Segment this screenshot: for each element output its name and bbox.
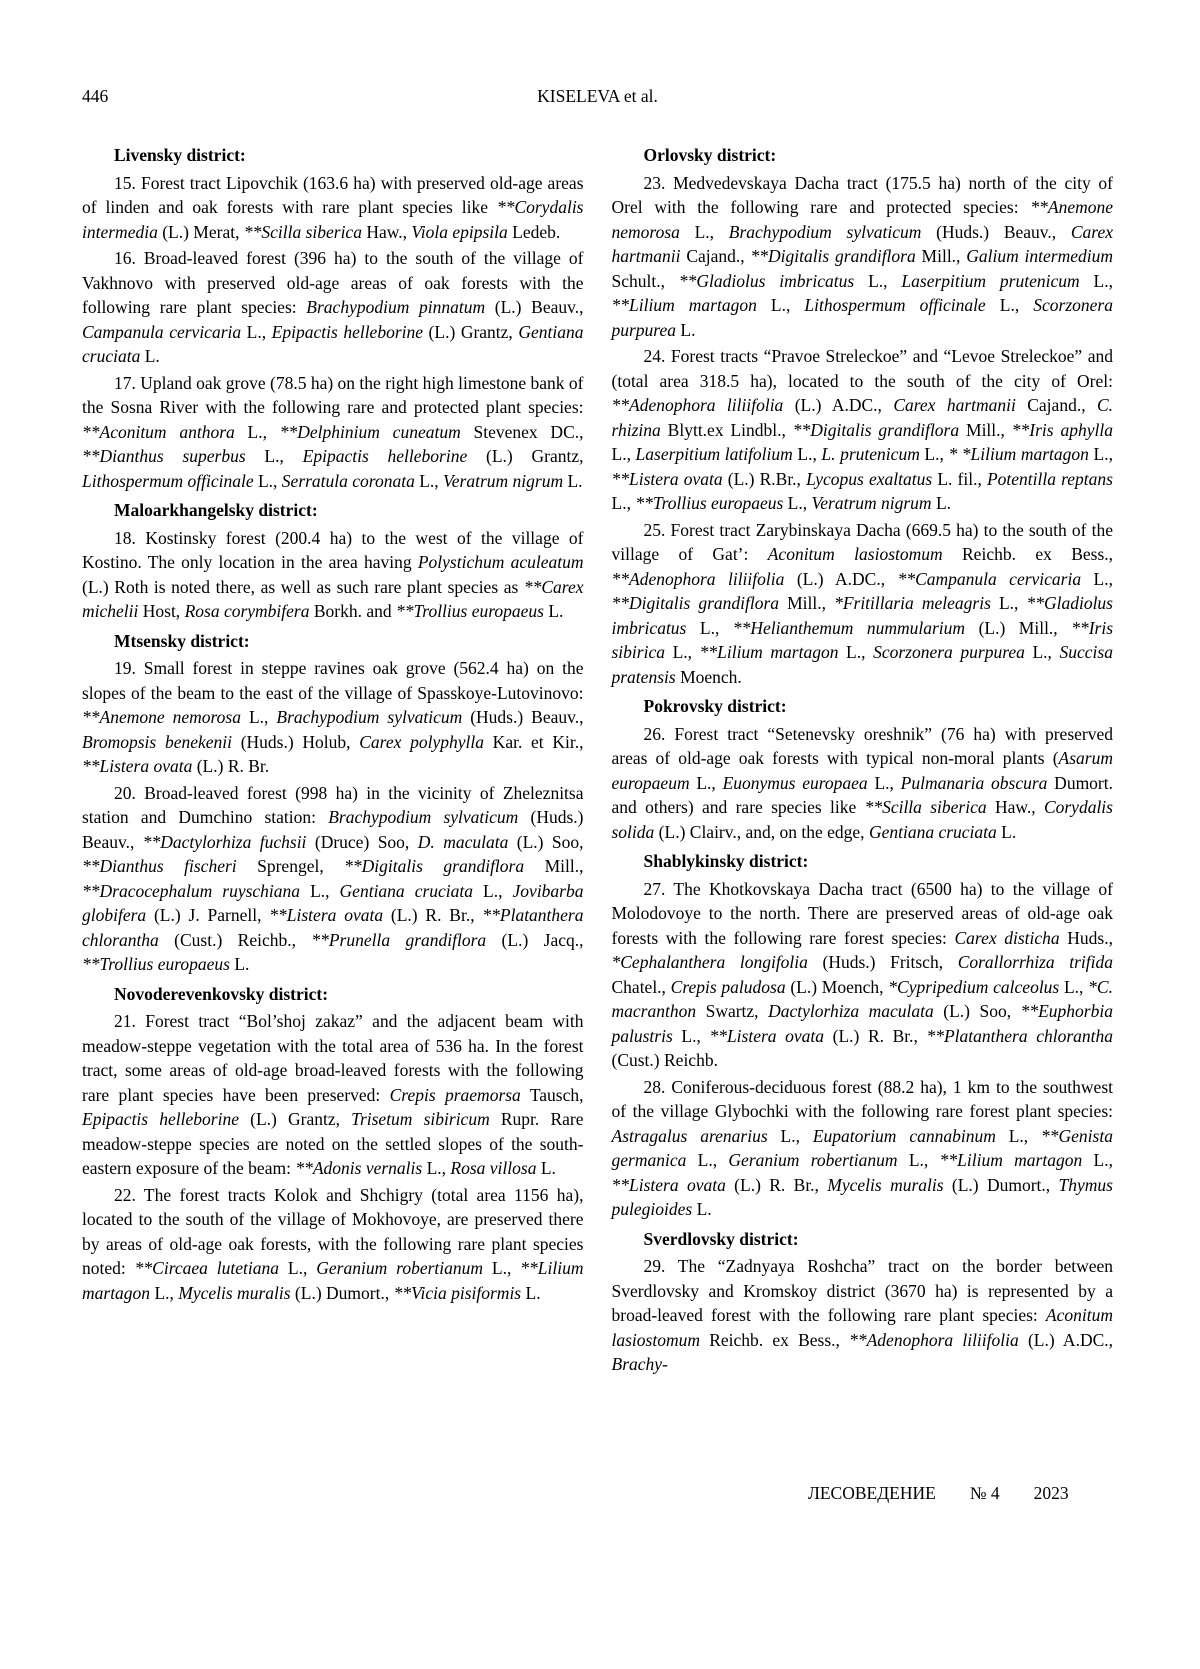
species-italic: Carex polyphylla [359, 731, 484, 752]
text-run: L., [253, 470, 282, 491]
species-italic: **Gladiolus imbricatus [611, 593, 1113, 638]
text-run: 21. Forest tract “Bol’shoj zakaz” and the adjacent beam with meadow-steppe vegetation with the total area of 536 ha. In the forest tract, some areas of old-age broad-leaved forests with the following rare plant species have been preserved: [82, 1011, 584, 1105]
text-run: L., [756, 295, 805, 315]
text-run: L., [1059, 976, 1089, 997]
text-run: (Huds.) Beauv., [82, 807, 584, 852]
species-italic: **Adenophora liliifolia [849, 1329, 1019, 1350]
species-italic: Veratrum nigrum [443, 470, 564, 491]
species-italic: **Lilium martagon [82, 1258, 584, 1303]
paragraph [82, 371, 584, 494]
text-run: L., [1082, 1150, 1113, 1170]
text-run: 27. The Khotkovskaya Dacha tract (6500 ha) to the village of Molodovoye to the north. There are preserved areas of old-age oak forests with the following rare forest species: [611, 878, 1113, 948]
species-italic: **Iris aphylla [1011, 419, 1113, 440]
species-italic: Asarum europaeum [611, 748, 1113, 793]
text-run: (L.) Moench, [785, 976, 889, 997]
text-run: L. [543, 601, 564, 621]
species-italic: **Delphinium cuneatum [279, 421, 461, 442]
text-run: L., [611, 444, 636, 464]
text-run: Swartz, [696, 1001, 769, 1021]
text-run: Chatel., [611, 976, 671, 997]
species-italic: Epipactis helleborine [302, 446, 468, 466]
paragraph [612, 1254, 1114, 1377]
text-run: Rupr. Rare meadow-steppe species are noted on the settled slopes of the south-eastern exposure of the beam: [82, 1109, 584, 1178]
text-run: (L.) Dumort., [290, 1282, 394, 1303]
text-run: Mill., [959, 419, 1012, 440]
page-number: 446 [82, 86, 109, 106]
species-italic: Geranium robertianum [728, 1150, 898, 1170]
text-run: (L.) Dumort., [943, 1174, 1059, 1195]
species-italic: Corydalis solida [611, 797, 1113, 842]
species-italic: **Adenophora liliifolia [611, 395, 784, 415]
text-run: L., [414, 470, 444, 491]
text-run: L. fil., [932, 468, 987, 489]
text-run: Ledeb. [507, 221, 561, 242]
species-italic: **Listera ovata [709, 1025, 825, 1046]
species-italic: * *Lilium martagon [948, 444, 1089, 464]
left-column [82, 138, 584, 1379]
species-italic: **Dracocephalum ruyschiana [82, 880, 301, 901]
species-italic: Lithospermum officinale [82, 470, 254, 491]
species-italic: **Platanthera chlorantha [82, 905, 584, 950]
species-italic: Crepis paludosa [670, 976, 786, 997]
text-run: Reichb. ex Bess., [942, 544, 1113, 564]
right-column [612, 138, 1114, 1379]
journal-name: ЛЕСОВЕДЕНИЕ [808, 1483, 936, 1503]
text-run: (L.) Soo, [933, 1001, 1021, 1021]
text-run: 15. Forest tract Lipovchik (163.6 ha) with preserved old-age areas of linden and oak forests with rare plant species like [82, 172, 584, 217]
text-run: Haw., [986, 797, 1044, 817]
paragraph [612, 344, 1114, 516]
text-run: (L.) A.DC., [784, 568, 898, 589]
paragraph [82, 171, 584, 245]
species-italic: Pulmanaria obscura [900, 772, 1048, 793]
paragraph [612, 877, 1114, 1073]
paragraph [612, 722, 1114, 845]
species-italic: Mycelis muralis [827, 1174, 944, 1195]
text-run: (L.) Clairv., and, on the edge, [654, 821, 869, 842]
text-run: (Cust.) Reichb. [611, 1050, 718, 1070]
species-italic: Corallorrhiza trifida [957, 952, 1113, 972]
text-run: (Cust.) Reichb., [158, 929, 312, 950]
text-run: (L.) Jacq., [486, 929, 584, 950]
text-run: L., [664, 642, 700, 662]
text-run: 20. Broad-leaved forest (998 ha) in the vicinity of Zheleznitsa station and Dumchino station: [82, 782, 584, 827]
text-run: L., [422, 1158, 451, 1178]
text-run: L., [686, 1150, 729, 1170]
text-run: (L.) Merat, [157, 221, 244, 242]
species-italic: **Helianthemum nummularium [732, 617, 966, 638]
text-run: L., [473, 880, 513, 901]
text-run: L., [611, 493, 636, 513]
species-italic: **Scilla siberica [864, 797, 987, 817]
text-run: L., [245, 446, 303, 466]
text-run: (L.) Soo, [508, 831, 584, 852]
text-run: (L.) R. Br. [192, 756, 270, 776]
text-run: (L.) Grantz, [467, 446, 584, 466]
species-italic: **Listera ovata [611, 1174, 726, 1195]
text-run: (L.) Grantz, [423, 321, 519, 342]
text-run: L. [536, 1158, 556, 1178]
text-run: (L.) R.Br., [722, 468, 807, 489]
text-run: L., [867, 772, 901, 793]
species-italic: **Listera ovata [269, 905, 384, 925]
species-italic: Geranium robertianum [316, 1258, 484, 1278]
species-italic: Thymus pulegioides [611, 1174, 1113, 1219]
species-italic: **Trollius europaeus [635, 493, 784, 513]
paragraph [82, 1183, 584, 1306]
species-italic: Crepis praemorsa [389, 1084, 521, 1105]
text-run: (L.) A.DC., [783, 395, 894, 415]
species-italic: Laserpitium latifolium [635, 444, 793, 464]
species-italic: **Vicia pisiformis [393, 1282, 522, 1303]
species-italic: Viola epipsila [411, 221, 508, 242]
text-run: (L.) J. Parnell, [146, 905, 270, 925]
species-italic: Rosa villosa [450, 1158, 537, 1178]
text-run: L., [783, 493, 812, 513]
species-italic: Rosa corymbifera [184, 601, 310, 621]
text-run: L., [686, 617, 733, 638]
species-italic: *Cypripedium calceolus [888, 976, 1060, 997]
text-run: 24. Forest tracts “Pravoe Streleckoe” and “Levoe Streleckoe” and (total area 318.5 ha), located to the south of the city of Orel: [611, 346, 1113, 391]
species-italic: Gentiana cruciata [868, 821, 997, 842]
species-italic: Galium intermedium [966, 246, 1113, 266]
paragraph [612, 171, 1114, 343]
district-heading: Livensky district: [114, 145, 246, 165]
text-run: L., [150, 1282, 179, 1303]
text-run: (L.) R. Br., [824, 1025, 927, 1046]
text-run: 28. Coniferous-deciduous forest (88.2 ha), 1 km to the southwest of the village Glybochki with the following rare forest plant species: [611, 1076, 1113, 1121]
species-italic: **Aconitum anthora [82, 421, 235, 442]
paragraph [82, 1009, 584, 1181]
text-run: Dumort. and others) and rare species like [611, 772, 1113, 817]
species-italic: **Genista germanica [611, 1125, 1113, 1170]
text-run: Stevenex DC., [460, 421, 584, 442]
species-italic: Gentiana cruciata [339, 880, 474, 901]
journal-footer [808, 1482, 1069, 1504]
text-run: (L.) Roth is noted there, as well as such rare plant species as [82, 576, 524, 597]
text-run: L., [919, 444, 949, 464]
paragraph [82, 781, 584, 977]
text-run: L. [996, 821, 1017, 842]
species-italic: Aconitum lasiostomum [611, 1305, 1113, 1350]
species-italic: Veratrum nigrum [811, 493, 932, 513]
text-run: 18. Kostinsky forest (200.4 ha) to the west of the village of Kostino. The only location in the area having [82, 527, 584, 572]
species-italic: Gentiana cruciata [82, 321, 584, 366]
text-run: Moench. [675, 666, 742, 687]
text-run: L., [240, 707, 277, 727]
species-italic: Lithospermum officinale [804, 295, 986, 315]
species-italic: Polystichum aculeatum [417, 552, 584, 572]
text-run: Huds., [1059, 927, 1113, 948]
text-run: L., [767, 1125, 813, 1146]
text-run: L. [676, 319, 696, 340]
species-italic: Astragalus arenarius [611, 1125, 768, 1146]
text-run: L., [1024, 642, 1060, 662]
text-run: L., [689, 772, 723, 793]
species-italic: Epipactis helleborine [271, 321, 424, 342]
species-italic: **Circaea lutetiana [134, 1258, 280, 1278]
species-italic: **Iris sibirica [611, 617, 1113, 662]
text-run: 23. Medvedevskaya Dacha tract (175.5 ha) north of the city of Orel with the following rare and protected species: [611, 172, 1113, 217]
text-run: (L.) Grantz, [238, 1109, 352, 1129]
text-run: (Huds.) Fritsch, [807, 952, 958, 972]
journal-issue: № 4 [969, 1483, 1000, 1503]
species-italic: **Adonis vernalis [295, 1158, 423, 1178]
species-italic: **Digitalis grandiflora [611, 593, 780, 613]
species-italic: **Corydalis intermedia [82, 197, 584, 242]
text-run: (Druce) Soo, [306, 831, 418, 852]
text-run: L., [854, 270, 902, 291]
species-italic: **Campanula cervicaria [897, 568, 1082, 589]
species-italic: **Lilium martagon [699, 642, 839, 662]
text-run: Mill., [779, 593, 835, 613]
species-italic: **Euphorbia palustris [611, 1001, 1113, 1046]
species-italic: *Fritillaria meleagris [834, 593, 991, 613]
species-italic: Epipactis helleborine [82, 1109, 239, 1129]
two-column-body [82, 138, 1113, 1379]
text-run: L. [229, 954, 250, 974]
species-italic: D. maculata [417, 831, 509, 852]
text-run: L., [1081, 568, 1113, 589]
species-italic: *C. macranthon [611, 976, 1113, 1021]
paragraph [82, 246, 584, 369]
text-run: Reichb. ex Bess., [699, 1329, 850, 1350]
text-run: L., [672, 1025, 710, 1046]
text-run: L. [140, 346, 160, 366]
text-run: Cajand., [680, 246, 751, 266]
text-run: Tausch, [520, 1084, 584, 1105]
species-italic: Laserpitium prutenicum [901, 270, 1080, 291]
text-run: L., [985, 295, 1034, 315]
species-italic: **Listera ovata [611, 468, 723, 489]
species-italic: **Digitalis grandiflora [792, 419, 960, 440]
species-italic: **Prunella grandiflora [311, 929, 487, 950]
text-run: (Huds.) Beauv., [462, 707, 584, 727]
text-run: L., [995, 1125, 1042, 1146]
text-run: L., [279, 1258, 317, 1278]
text-run: (L.) Mill., [965, 617, 1072, 638]
text-run: 19. Small forest in steppe ravines oak grove (562.4 ha) on the slopes of the beam to the east of the village of Spasskoye-Lutovinovo: [82, 658, 584, 703]
district-heading: Shablykinsky district: [643, 851, 809, 871]
text-run: Blytt.ex Lindbl., [660, 419, 793, 440]
text-run: L., [1079, 270, 1113, 291]
running-title: KISELEVA et al. [537, 86, 658, 106]
species-italic: **Trollius europaeus [396, 601, 544, 621]
species-italic: **Listera ovata [82, 756, 193, 776]
species-italic: Carex hartmanii [893, 395, 1016, 415]
species-italic: Euonymus europaea [722, 772, 868, 793]
text-run: L., [234, 421, 280, 442]
species-italic: **Anemone nemorosa [82, 707, 241, 727]
page-header [82, 86, 1113, 106]
species-italic: **Dianthus superbus [82, 446, 246, 466]
text-run: Host, [138, 601, 185, 621]
journal-year: 2023 [1033, 1483, 1069, 1503]
text-run: Cajand., [1015, 395, 1097, 415]
district-heading: Maloarkhangelsky district: [114, 500, 318, 520]
species-italic: Carex hartmanii [611, 221, 1113, 266]
text-run: Mill., [915, 246, 967, 266]
species-italic: **Digitalis grandiflora [750, 246, 916, 266]
species-italic: Lycopus exaltatus [806, 468, 933, 489]
district-heading: Sverdlovsky district: [643, 1228, 799, 1249]
species-italic: Eupatorium cannabinum [812, 1125, 996, 1146]
district-heading: Pokrovsky district: [643, 696, 787, 716]
text-run: L., [990, 593, 1027, 613]
species-italic: Scorzonera purpurea [611, 295, 1113, 340]
paragraph [82, 526, 584, 624]
text-run: Borkh. and [309, 601, 397, 621]
text-run: L., [838, 642, 874, 662]
species-italic: Scorzonera purpurea [873, 642, 1025, 662]
species-italic: **Dianthus fischeri [82, 856, 237, 876]
species-italic: Serratula coronata [281, 470, 415, 491]
text-run: Sprengel, [236, 856, 345, 876]
species-italic: C. rhizina [611, 395, 1114, 440]
text-run: L. [692, 1199, 712, 1219]
species-italic: **Carex michelii [82, 576, 584, 621]
district-heading: Mtsensky district: [114, 630, 250, 651]
species-italic: **Adenophora liliifolia [611, 568, 785, 589]
district-heading: Novoderevenkovsky district: [114, 983, 329, 1004]
text-run: 25. Forest tract Zarybinskaya Dacha (669.5 ha) to the south of the village of Gat’: [611, 519, 1113, 564]
species-italic: L. prutenicum [821, 444, 920, 464]
text-run: (Huds.) Holub, [231, 731, 360, 752]
species-italic: Carex disticha [954, 927, 1060, 948]
species-italic: **Trollius europaeus [82, 954, 230, 974]
species-italic: **Digitalis grandiflora [344, 856, 525, 876]
text-run: L., [300, 880, 340, 901]
text-run: L. [521, 1282, 541, 1303]
species-italic: Brachypodium sylvaticum [728, 221, 922, 242]
text-run: 17. Upland oak grove (78.5 ha) on the right high limestone bank of the Sosna River with the following rare and protected plant species: [82, 372, 584, 417]
text-run: L., [1088, 444, 1113, 464]
species-italic: Brachypodium sylvaticum [328, 807, 519, 827]
species-italic: Brachypodium pinnatum [306, 297, 486, 317]
text-run: 16. Broad-leaved forest (396 ha) to the south of the village of Vakhnovo with preserved old-age areas of oak forests with the following rare plant species: [82, 248, 584, 317]
paragraph [82, 656, 584, 779]
species-italic: Succisa pratensis [611, 642, 1113, 687]
text-run: Schult., [611, 270, 679, 291]
text-run: (L.) Beauv., [485, 297, 584, 317]
species-italic: Mycelis muralis [178, 1282, 291, 1303]
species-italic: **Gladiolus imbricatus [678, 270, 855, 291]
text-run: L., [897, 1150, 940, 1170]
species-italic: **Lilium martagon [939, 1150, 1083, 1170]
text-run: (L.) A.DC., [1018, 1329, 1114, 1350]
text-run: (L.) R. Br., [725, 1174, 828, 1195]
species-italic: **Platanthera chlorantha [926, 1025, 1113, 1046]
text-run: (Huds.) Beauv., [921, 221, 1071, 242]
species-italic: **Scilla siberica [243, 221, 362, 242]
paragraph [612, 518, 1114, 690]
text-run: L., [679, 221, 729, 242]
text-run: L., [241, 321, 272, 342]
species-italic: Brachypodium sylvaticum [276, 707, 463, 727]
species-italic: Bromopsis benekenii [82, 731, 232, 752]
species-italic: Aconitum lasiostomum [767, 544, 943, 564]
species-italic: Potentilla reptans [986, 468, 1113, 489]
species-italic: Trisetum sibiricum [351, 1109, 490, 1129]
species-italic: **Anemone nemorosa [611, 197, 1113, 242]
species-italic: **Dactylorhiza fuchsii [142, 831, 307, 852]
text-run: (L.) R. Br., [383, 905, 483, 925]
text-run: 29. The “Zadnyaya Roshcha” tract on the border between Sverdlovsky and Kromskoy district (3670 ha) is represented by a broad-leaved forest with the following rare plant species: [611, 1256, 1113, 1325]
text-run: L., [792, 444, 822, 464]
text-run: L. [931, 493, 952, 513]
text-run: L. [563, 470, 583, 491]
species-italic: Campanula cervicaria [82, 321, 242, 342]
text-run: 22. The forest tracts Kolok and Shchigry (total area 1156 ha), located to the south of the village of Mokhovoye, are preserved there by areas of old-age oak forests, with the following rare plant species noted: [82, 1184, 584, 1278]
species-italic: Dactylorhiza maculata [768, 1001, 934, 1021]
paragraph [612, 1075, 1114, 1222]
district-heading: Orlovsky district: [643, 145, 777, 165]
text-run: Kar. et Kir., [483, 731, 584, 752]
species-italic: Jovibarba globifera [82, 880, 584, 925]
species-italic: *Cephalanthera longifolia [611, 952, 808, 972]
species-italic: **Lilium martagon [611, 295, 757, 315]
text-run: L., [483, 1258, 521, 1278]
text-run: Haw., [361, 221, 412, 242]
text-run: 26. Forest tract “Setenevsky oreshnik” (76 ha) with preserved areas of old-age oak forests with typical non-moral plants ( [611, 723, 1113, 768]
species-italic: Brachy- [611, 1354, 668, 1374]
text-run: Mill., [524, 856, 584, 876]
